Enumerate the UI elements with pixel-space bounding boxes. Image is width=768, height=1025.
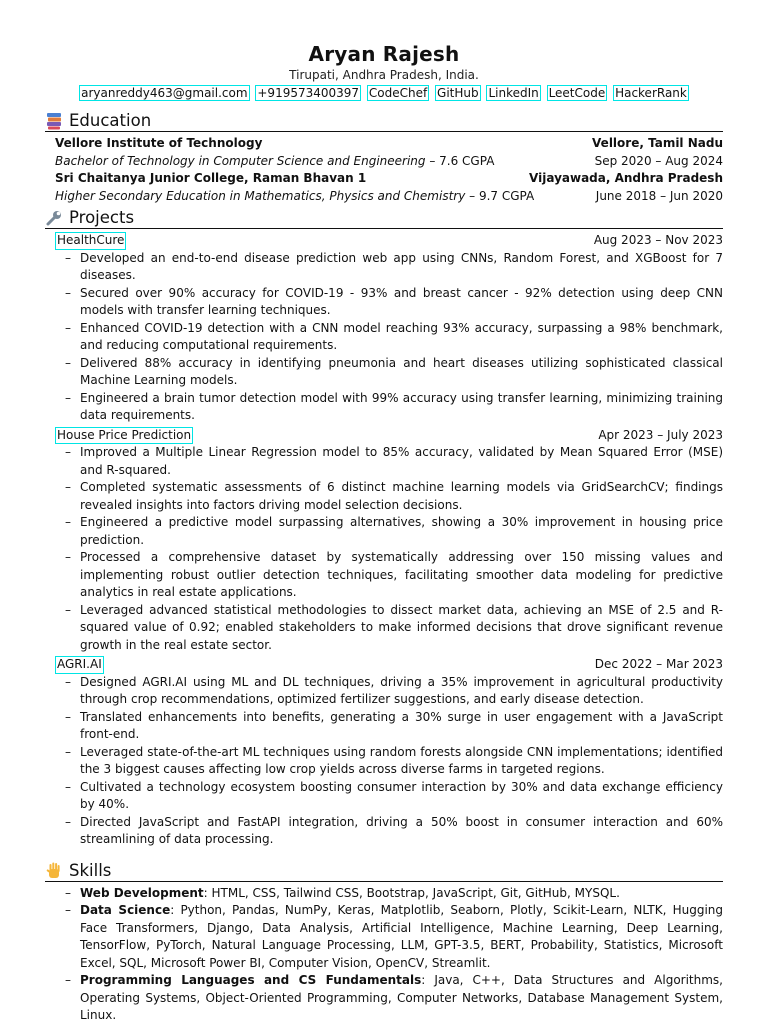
bullet: – Developed an end-to-end disease prediction web app using CNNs, Random Forest, and XGBoost for 7 diseases. [65, 250, 723, 285]
skills-section [45, 861, 723, 1025]
skill-item [65, 972, 723, 1025]
education-detail [45, 153, 723, 171]
education-heading [45, 111, 723, 132]
hand-icon [45, 861, 63, 879]
leetcode-link[interactable]: LeetCode [548, 86, 606, 100]
bullet: – Leveraged state-of-the-art ML techniques using random forests alongside CNN implementations; identified the 3 biggest causes affecting low crop yields across diverse farms in targeted regions. [65, 744, 723, 779]
education-dates: Sep 2020 – Aug 2024 [594, 153, 723, 168]
school-place: Vellore, Tamil Nadu [592, 136, 723, 150]
project-header [45, 427, 723, 445]
project-healthcure [45, 232, 723, 425]
school-name: Vellore Institute of Technology [55, 136, 263, 150]
bullet: – Translated enhancements into benefits, generating a 30% surge in user engagement with a JavaScript front-end. [65, 709, 723, 744]
education-entry [45, 135, 723, 153]
location: Tirupati, Andhra Pradesh, India. [289, 68, 479, 82]
skills-list [45, 885, 723, 1025]
school-place: Vijayawada, Andhra Pradesh [529, 171, 723, 185]
project-bullets [45, 674, 723, 849]
bullet: – Secured over 90% accuracy for COVID-19 - 93% and breast cancer - 92% detection using deep CNN models with transfer learning techniques. [65, 285, 723, 320]
candidate-name: Aryan Rajesh [308, 42, 460, 66]
project-dates: Aug 2023 – Nov 2023 [593, 233, 723, 247]
contact-links [45, 85, 723, 101]
skill-label: Programming Languages and CS Fundamentals [80, 973, 422, 987]
bullet: – Delivered 88% accuracy in identifying pneumonia and heart diseases utilizing sophisticated classical Machine Learning models. [65, 355, 723, 390]
bullet: – Processed a comprehensive dataset by systematically addressing over 150 missing values and implementing robust outlier detection techniques, facilitating smoother data modeling for predictive analytics in real estate applications. [65, 549, 723, 602]
projects-section [45, 208, 723, 849]
project-link[interactable]: HealthCure [55, 232, 126, 250]
github-link[interactable]: GitHub [437, 86, 479, 100]
skill-text: : Python, Pandas, NumPy, Keras, Matplotlib, Seaborn, Plotly, Scikit-Learn, NLTK, Hugging Face Transformers, Django, Data Analysis, Artificial Intelligence, Machine Learning, Deep Learning, TensorFlow, PyTorch, Natural Language Processing, LLM, GPT-3.5, BERT, Probability, Statistics, Microsoft Excel, SQL, Microsoft Power BI, Computer Vision, OpenCV, Streamlit. [80, 903, 724, 970]
bullet: – Engineered a brain tumor detection model with 99% accuracy using transfer learning, minimizing training data requirements. [65, 390, 723, 425]
project-header [45, 656, 723, 674]
education-detail [45, 188, 723, 206]
skill-item [65, 885, 723, 903]
projects-heading [45, 208, 723, 229]
resume-page [45, 42, 723, 1025]
education-entry [45, 170, 723, 188]
codechef-link[interactable]: CodeChef [368, 86, 428, 100]
bullet: – Enhanced COVID-19 detection with a CNN model reaching 93% accuracy, surpassing a 98% benchmark, and reducing computational requirements. [65, 320, 723, 355]
bullet: – Engineered a predictive model surpassing alternatives, showing a 30% improvement in housing price prediction. [65, 514, 723, 549]
cgpa: – 9.7 CGPA [465, 188, 535, 203]
project-house-price [45, 427, 723, 655]
email-link[interactable]: aryanreddy463@gmail.com [81, 86, 248, 100]
section-title: Skills [69, 860, 112, 880]
project-dates: Apr 2023 – July 2023 [598, 427, 723, 442]
hackerrank-link[interactable]: HackerRank [615, 86, 687, 100]
bullet: – Leveraged advanced statistical methodologies to dissect market data, achieving an MSE of 2.5 and R-squared value of 0.92; enabled stakeholders to make informed decisions that drove significant revenue growth in the real estate sector. [65, 602, 723, 655]
project-link[interactable]: House Price Prediction [55, 427, 193, 445]
skills-heading [45, 861, 723, 882]
school-name: Sri Chaitanya Junior College, Raman Bhavan 1 [55, 171, 367, 185]
degree-line [55, 153, 494, 171]
cgpa: – 7.6 CGPA [425, 153, 495, 168]
project-dates: Dec 2022 – Mar 2023 [594, 657, 723, 671]
bullet: – Directed JavaScript and FastAPI integration, driving a 50% boost in consumer interaction and 60% streamlining of data processing. [65, 814, 723, 849]
bullet: – Completed systematic assessments of 6 distinct machine learning models via GridSearchCV; findings revealed insights into factors driving model selection decisions. [65, 479, 723, 514]
education-section [45, 111, 723, 205]
education-dates: June 2018 – Jun 2020 [595, 188, 723, 203]
skill-text: : HTML, CSS, Tailwind CSS, Bootstrap, JavaScript, Git, GitHub, MYSQL. [203, 885, 620, 900]
section-title: Projects [69, 208, 135, 227]
section-title: Education [69, 111, 152, 130]
books-icon [45, 112, 63, 130]
project-bullets [45, 250, 723, 425]
phone-link[interactable]: +919573400397 [257, 86, 360, 100]
project-link[interactable]: AGRI.AI [55, 656, 104, 674]
degree: Bachelor of Technology in Computer Science and Engineering [55, 153, 426, 168]
wrench-icon [45, 209, 63, 227]
project-agri-ai [45, 656, 723, 849]
bullet: – Improved a Multiple Linear Regression model to 85% accuracy, validated by Mean Squared Error (MSE) and R-squared. [65, 444, 723, 479]
bullet: – Cultivated a technology ecosystem boosting consumer interaction by 30% and data exchange efficiency by 40%. [65, 779, 723, 814]
bullet: – Designed AGRI.AI using ML and DL techniques, driving a 35% improvement in agricultural productivity through crop recommendations, optimized fertilizer suggestions, and early disease detection. [65, 674, 723, 709]
project-bullets [45, 444, 723, 654]
degree: Higher Secondary Education in Mathematics, Physics and Chemistry [55, 188, 466, 203]
linkedin-link[interactable]: LinkedIn [488, 86, 539, 100]
degree-line [55, 188, 534, 206]
project-header [45, 232, 723, 250]
skill-label: Web Development [80, 885, 204, 900]
skill-item [65, 902, 723, 972]
skill-label: Data Science [80, 903, 171, 917]
skill-text: : Java, C++, Data Structures and Algorithms, Operating Systems, Object-Oriented Programming, Computer Networks, Database Management System, Linux. [80, 973, 723, 1022]
